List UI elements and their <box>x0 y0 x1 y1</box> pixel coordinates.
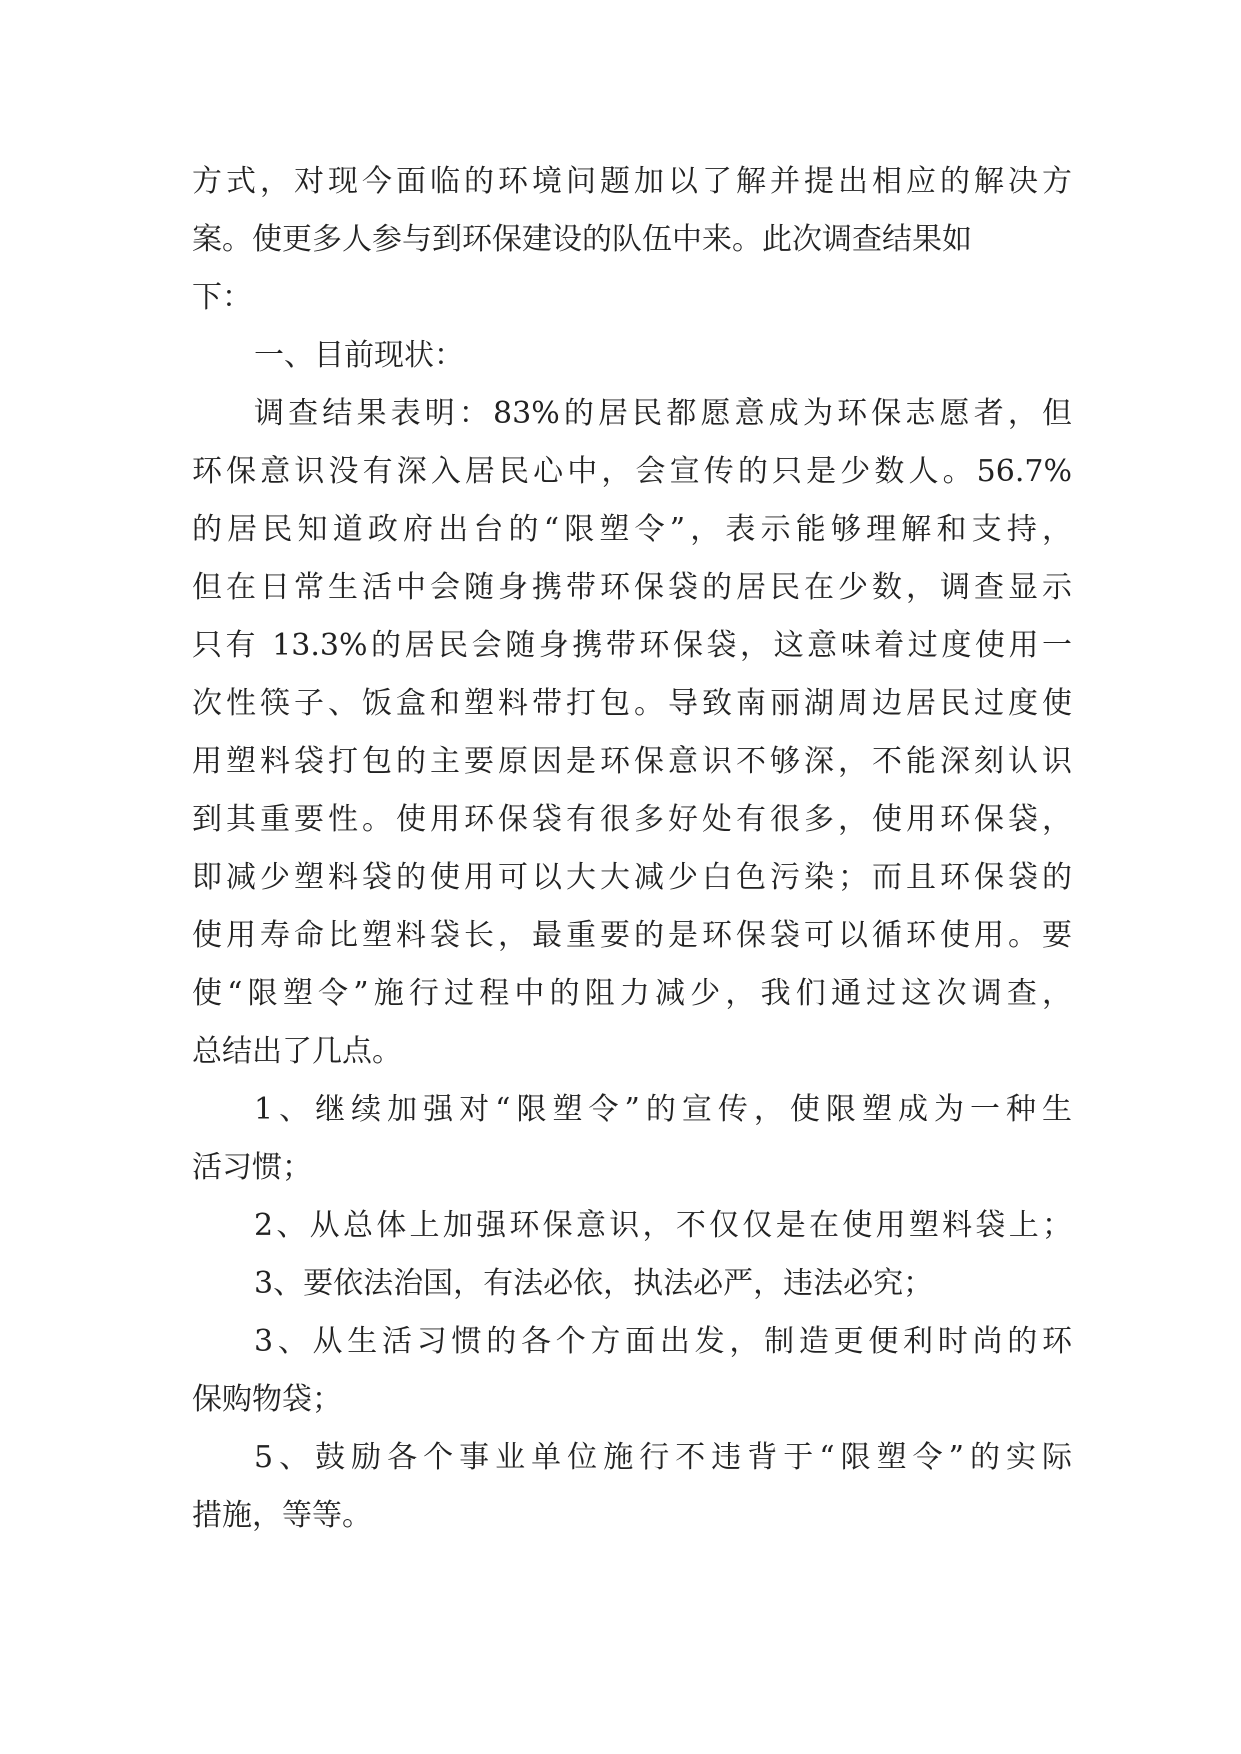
text-line: 到其重要性。使用环保袋有很多好处有很多，使用环保袋， <box>192 802 1072 837</box>
list-item: 3、从生活习惯的各个方面出发，制造更便利时尚的环 <box>254 1324 1072 1359</box>
text-line: 次性筷子、饭盒和塑料带打包。导致南丽湖周边居民过度使 <box>192 686 1072 721</box>
text-line: 调查结果表明：83%的居民都愿意成为环保志愿者，但 <box>254 396 1072 431</box>
list-item-continuation: 保购物袋； <box>192 1382 342 1417</box>
text-line: 下： <box>192 280 252 315</box>
list-item-continuation: 措施，等等。 <box>192 1498 372 1533</box>
text-line: 使用寿命比塑料袋长，最重要的是环保袋可以循环使用。要 <box>192 918 1072 953</box>
text-line: 使“限塑令”施行过程中的阻力减少，我们通过这次调查， <box>192 976 1072 1011</box>
list-item: 2、从总体上加强环保意识，不仅仅是在使用塑料袋上； <box>254 1208 1072 1243</box>
text-line: 方式，对现今面临的环境问题加以了解并提出相应的解决方 <box>192 164 1072 199</box>
text-line: 案。使更多人参与到环保建设的队伍中来。此次调查结果如 <box>192 222 972 257</box>
list-item: 1、继续加强对“限塑令”的宣传，使限塑成为一种生 <box>254 1092 1072 1127</box>
text-line: 只有 13.3%的居民会随身携带环保袋，这意味着过度使用一 <box>192 628 1072 663</box>
list-item: 3、要依法治国，有法必依，执法必严，违法必究； <box>254 1266 934 1301</box>
text-line: 的居民知道政府出台的“限塑令”，表示能够理解和支持， <box>192 512 1072 547</box>
text-line: 即减少塑料袋的使用可以大大减少白色污染；而且环保袋的 <box>192 860 1072 895</box>
text-line: 环保意识没有深入居民心中，会宣传的只是少数人。56.7% <box>192 454 1072 489</box>
text-line: 但在日常生活中会随身携带环保袋的居民在少数，调查显示 <box>192 570 1072 605</box>
text-line: 总结出了几点。 <box>192 1034 402 1069</box>
list-item: 5、鼓励各个事业单位施行不违背于“限塑令”的实际 <box>254 1440 1072 1475</box>
text-line: 用塑料袋打包的主要原因是环保意识不够深，不能深刻认识 <box>192 744 1072 779</box>
list-item-continuation: 活习惯； <box>192 1150 312 1185</box>
section-heading: 一、目前现状： <box>254 338 464 373</box>
